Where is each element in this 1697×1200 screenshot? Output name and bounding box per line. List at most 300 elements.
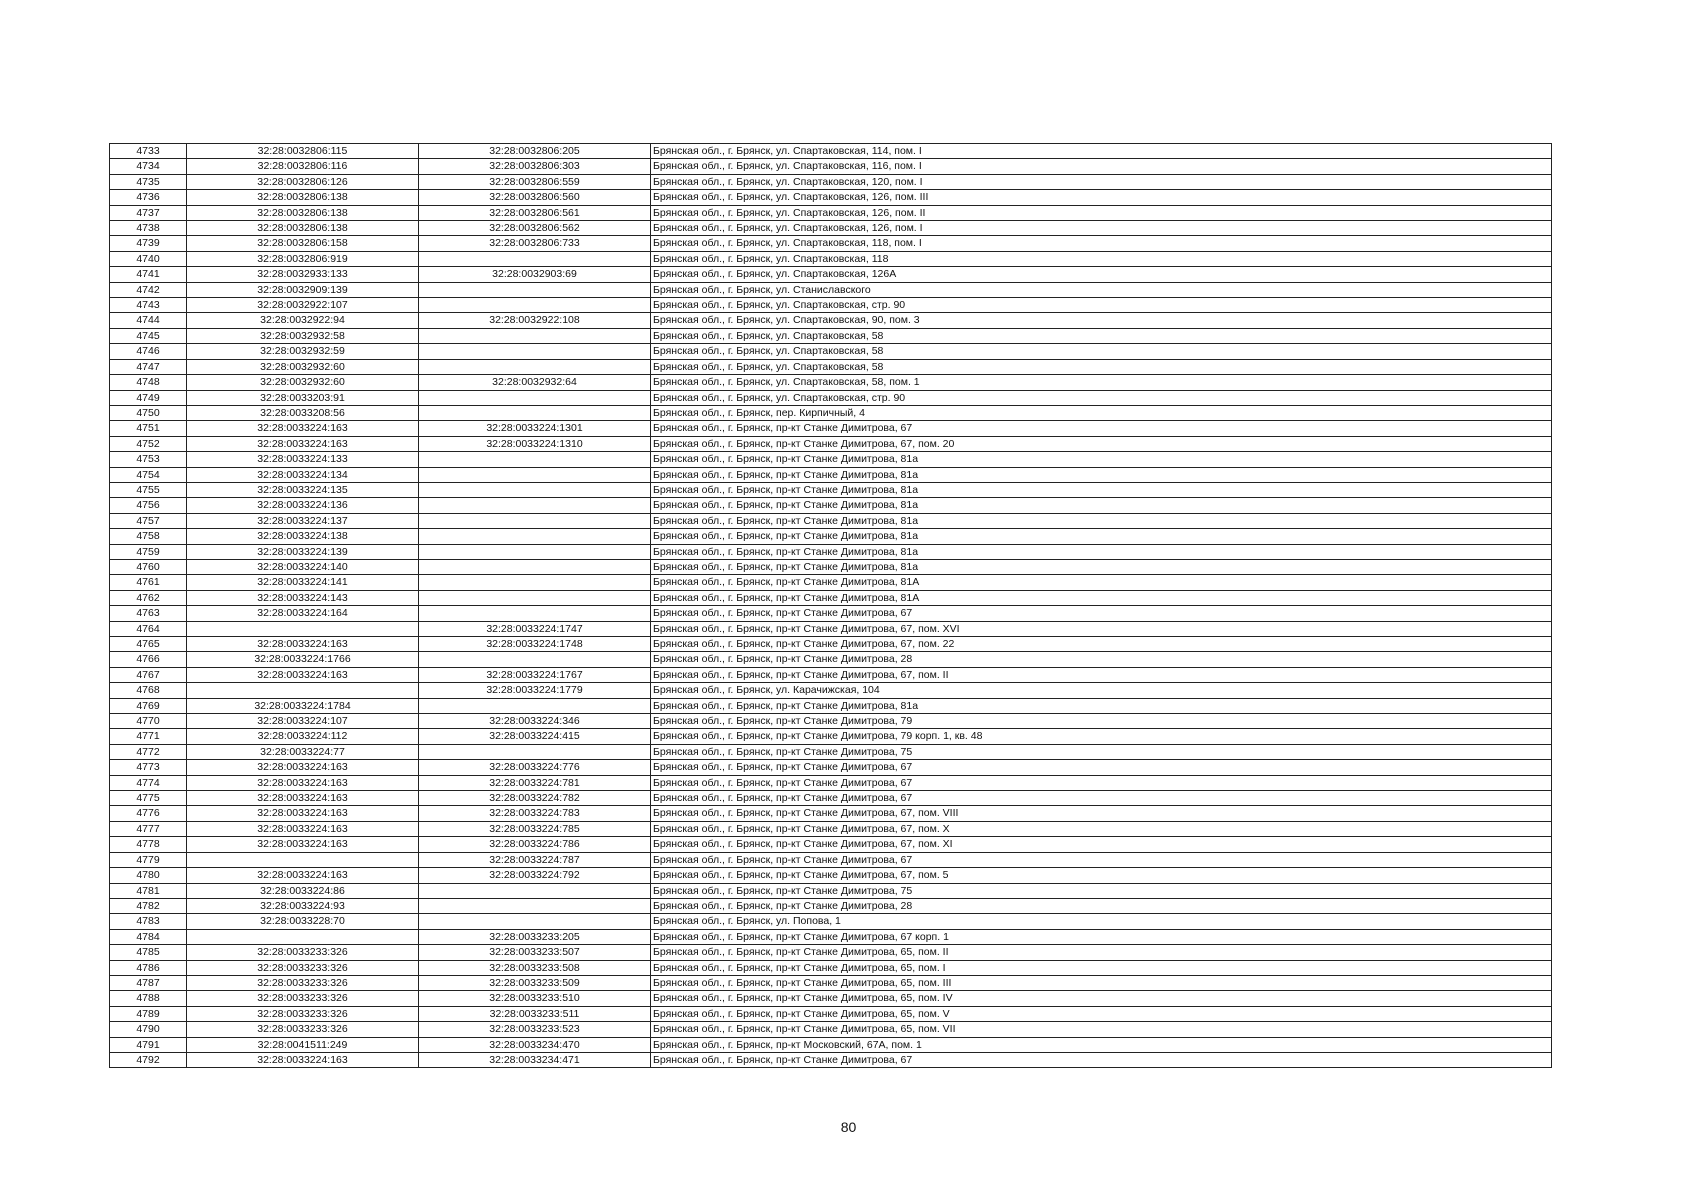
land-cadastral-number-cell: 32:28:0033224:163: [187, 806, 419, 821]
land-cadastral-number-cell: [187, 852, 419, 867]
table-row: [110, 559, 1552, 574]
table-row: [110, 683, 1552, 698]
object-cadastral-number-cell: 32:28:0033224:776: [419, 760, 651, 775]
row-number-cell: 4759: [110, 544, 187, 559]
address-cell: Брянская обл., г. Брянск, пр-кт Станке Димитрова, 81а: [651, 559, 1552, 574]
row-number-cell: 4775: [110, 791, 187, 806]
land-cadastral-number-cell: 32:28:0032806:919: [187, 251, 419, 266]
land-cadastral-number-cell: 32:28:0033224:163: [187, 667, 419, 682]
address-cell: Брянская обл., г. Брянск, пр-кт Станке Димитрова, 67, пом. 20: [651, 436, 1552, 451]
object-cadastral-number-cell: 32:28:0032806:562: [419, 221, 651, 236]
land-cadastral-number-cell: 32:28:0033224:107: [187, 714, 419, 729]
row-number-cell: 4761: [110, 575, 187, 590]
table-row: [110, 652, 1552, 667]
table-row: [110, 513, 1552, 528]
page-number: 80: [840, 1119, 857, 1135]
row-number-cell: 4756: [110, 498, 187, 513]
row-number-cell: 4780: [110, 868, 187, 883]
table-row: [110, 375, 1552, 390]
row-number-cell: 4734: [110, 159, 187, 174]
table-row: [110, 467, 1552, 482]
object-cadastral-number-cell: 32:28:0032806:205: [419, 144, 651, 159]
object-cadastral-number-cell: [419, 452, 651, 467]
object-cadastral-number-cell: [419, 405, 651, 420]
row-number-cell: 4769: [110, 698, 187, 713]
land-cadastral-number-cell: 32:28:0033224:163: [187, 868, 419, 883]
object-cadastral-number-cell: [419, 482, 651, 497]
land-cadastral-number-cell: 32:28:0033224:134: [187, 467, 419, 482]
address-cell: Брянская обл., г. Брянск, ул. Спартаковская, 58: [651, 359, 1552, 374]
object-cadastral-number-cell: 32:28:0033224:785: [419, 821, 651, 836]
object-cadastral-number-cell: [419, 513, 651, 528]
land-cadastral-number-cell: 32:28:0033224:77: [187, 744, 419, 759]
land-cadastral-number-cell: 32:28:0033224:138: [187, 529, 419, 544]
object-cadastral-number-cell: [419, 251, 651, 266]
table-row: [110, 868, 1552, 883]
table-row: [110, 775, 1552, 790]
row-number-cell: 4786: [110, 960, 187, 975]
land-cadastral-number-cell: 32:28:0033224:93: [187, 898, 419, 913]
object-cadastral-number-cell: [419, 390, 651, 405]
table-row: [110, 637, 1552, 652]
land-cadastral-number-cell: 32:28:0032932:60: [187, 375, 419, 390]
address-cell: Брянская обл., г. Брянск, ул. Спартаковская, 126, пом. II: [651, 205, 1552, 220]
land-cadastral-number-cell: 32:28:0032806:116: [187, 159, 419, 174]
object-cadastral-number-cell: 32:28:0033233:509: [419, 975, 651, 990]
address-cell: Брянская обл., г. Брянск, ул. Спартаковская, 118: [651, 251, 1552, 266]
row-number-cell: 4733: [110, 144, 187, 159]
address-cell: Брянская обл., г. Брянск, пр-кт Станке Димитрова, 81а: [651, 452, 1552, 467]
land-cadastral-number-cell: 32:28:0033224:164: [187, 606, 419, 621]
table-row: [110, 344, 1552, 359]
address-cell: Брянская обл., г. Брянск, ул. Спартаковская, 114, пом. I: [651, 144, 1552, 159]
row-number-cell: 4753: [110, 452, 187, 467]
row-number-cell: 4765: [110, 637, 187, 652]
table-row: [110, 1022, 1552, 1037]
land-cadastral-number-cell: 32:28:0033233:326: [187, 960, 419, 975]
row-number-cell: 4747: [110, 359, 187, 374]
address-cell: Брянская обл., г. Брянск, ул. Спартаковская, 58, пом. 1: [651, 375, 1552, 390]
land-cadastral-number-cell: 32:28:0033224:163: [187, 421, 419, 436]
address-cell: Брянская обл., г. Брянск, пр-кт Станке Димитрова, 67: [651, 852, 1552, 867]
object-cadastral-number-cell: [419, 498, 651, 513]
row-number-cell: 4788: [110, 991, 187, 1006]
object-cadastral-number-cell: 32:28:0033234:470: [419, 1037, 651, 1052]
land-cadastral-number-cell: 32:28:0032806:138: [187, 190, 419, 205]
object-cadastral-number-cell: 32:28:0033233:511: [419, 1006, 651, 1021]
address-cell: Брянская обл., г. Брянск, ул. Спартаковская, 118, пом. I: [651, 236, 1552, 251]
table-row: [110, 298, 1552, 313]
object-cadastral-number-cell: [419, 590, 651, 605]
table-row: [110, 714, 1552, 729]
object-cadastral-number-cell: 32:28:0033233:507: [419, 945, 651, 960]
object-cadastral-number-cell: [419, 575, 651, 590]
table-row: [110, 806, 1552, 821]
table-row: [110, 1006, 1552, 1021]
table-row: [110, 159, 1552, 174]
land-cadastral-number-cell: 32:28:0033224:163: [187, 637, 419, 652]
table-row: [110, 390, 1552, 405]
row-number-cell: 4742: [110, 282, 187, 297]
table-row: [110, 898, 1552, 913]
address-cell: Брянская обл., г. Брянск, ул. Попова, 1: [651, 914, 1552, 929]
table-row: [110, 328, 1552, 343]
address-cell: Брянская обл., г. Брянск, ул. Спартаковская, 126, пом. III: [651, 190, 1552, 205]
land-cadastral-number-cell: 32:28:0033224:163: [187, 791, 419, 806]
row-number-cell: 4787: [110, 975, 187, 990]
object-cadastral-number-cell: 32:28:0032932:64: [419, 375, 651, 390]
address-cell: Брянская обл., г. Брянск, пр-кт Станке Димитрова, 28: [651, 652, 1552, 667]
object-cadastral-number-cell: 32:28:0032806:560: [419, 190, 651, 205]
land-cadastral-number-cell: 32:28:0033233:326: [187, 975, 419, 990]
land-cadastral-number-cell: 32:28:0033224:112: [187, 729, 419, 744]
row-number-cell: 4772: [110, 744, 187, 759]
table-row: [110, 1037, 1552, 1052]
object-cadastral-number-cell: 32:28:0033224:1779: [419, 683, 651, 698]
row-number-cell: 4758: [110, 529, 187, 544]
address-cell: Брянская обл., г. Брянск, пр-кт Станке Димитрова, 81А: [651, 575, 1552, 590]
address-cell: Брянская обл., г. Брянск, пр-кт Станке Димитрова, 65, пом. IV: [651, 991, 1552, 1006]
land-cadastral-number-cell: 32:28:0033233:326: [187, 945, 419, 960]
table-row: [110, 359, 1552, 374]
object-cadastral-number-cell: 32:28:0032922:108: [419, 313, 651, 328]
address-cell: Брянская обл., г. Брянск, пр-кт Станке Димитрова, 67: [651, 760, 1552, 775]
land-cadastral-number-cell: 32:28:0032806:115: [187, 144, 419, 159]
registry-table: [109, 143, 1552, 1068]
row-number-cell: 4741: [110, 267, 187, 282]
table-row: [110, 436, 1552, 451]
table-row: [110, 498, 1552, 513]
land-cadastral-number-cell: 32:28:0033224:163: [187, 821, 419, 836]
table-row: [110, 174, 1552, 189]
table-row: [110, 760, 1552, 775]
address-cell: Брянская обл., г. Брянск, пр-кт Станке Димитрова, 65, пом. II: [651, 945, 1552, 960]
row-number-cell: 4784: [110, 929, 187, 944]
row-number-cell: 4763: [110, 606, 187, 621]
table-row: [110, 929, 1552, 944]
object-cadastral-number-cell: [419, 914, 651, 929]
land-cadastral-number-cell: 32:28:0033224:163: [187, 436, 419, 451]
table-row: [110, 205, 1552, 220]
land-cadastral-number-cell: [187, 929, 419, 944]
object-cadastral-number-cell: 32:28:0032806:303: [419, 159, 651, 174]
address-cell: Брянская обл., г. Брянск, пр-кт Станке Димитрова, 67, пом. VIII: [651, 806, 1552, 821]
row-number-cell: 4771: [110, 729, 187, 744]
address-cell: Брянская обл., г. Брянск, ул. Спартаковская, стр. 90: [651, 390, 1552, 405]
row-number-cell: 4785: [110, 945, 187, 960]
table-row: [110, 852, 1552, 867]
object-cadastral-number-cell: [419, 744, 651, 759]
row-number-cell: 4749: [110, 390, 187, 405]
land-cadastral-number-cell: 32:28:0033224:140: [187, 559, 419, 574]
object-cadastral-number-cell: [419, 883, 651, 898]
row-number-cell: 4760: [110, 559, 187, 574]
table-row: [110, 791, 1552, 806]
address-cell: Брянская обл., г. Брянск, пр-кт Станке Димитрова, 28: [651, 898, 1552, 913]
land-cadastral-number-cell: 32:28:0032922:94: [187, 313, 419, 328]
land-cadastral-number-cell: 32:28:0033233:326: [187, 1022, 419, 1037]
land-cadastral-number-cell: 32:28:0032933:133: [187, 267, 419, 282]
object-cadastral-number-cell: [419, 467, 651, 482]
table-row: [110, 313, 1552, 328]
object-cadastral-number-cell: 32:28:0033224:783: [419, 806, 651, 821]
land-cadastral-number-cell: 32:28:0033224:136: [187, 498, 419, 513]
land-cadastral-number-cell: 32:28:0033233:326: [187, 991, 419, 1006]
address-cell: Брянская обл., г. Брянск, пр-кт Станке Димитрова, 67, пом. II: [651, 667, 1552, 682]
object-cadastral-number-cell: 32:28:0032903:69: [419, 267, 651, 282]
object-cadastral-number-cell: [419, 344, 651, 359]
address-cell: Брянская обл., г. Брянск, пр-кт Станке Димитрова, 67, пом. 22: [651, 637, 1552, 652]
table-row: [110, 975, 1552, 990]
address-cell: Брянская обл., г. Брянск, пр-кт Станке Димитрова, 81а: [651, 529, 1552, 544]
address-cell: Брянская обл., г. Брянск, пр-кт Станке Димитрова, 75: [651, 744, 1552, 759]
row-number-cell: 4767: [110, 667, 187, 682]
address-cell: Брянская обл., г. Брянск, пр-кт Станке Димитрова, 79: [651, 714, 1552, 729]
row-number-cell: 4768: [110, 683, 187, 698]
land-cadastral-number-cell: 32:28:0032806:126: [187, 174, 419, 189]
row-number-cell: 4743: [110, 298, 187, 313]
address-cell: Брянская обл., г. Брянск, пр-кт Станке Димитрова, 67: [651, 1052, 1552, 1067]
registry-table-body: [110, 144, 1552, 1068]
table-row: [110, 729, 1552, 744]
row-number-cell: 4738: [110, 221, 187, 236]
row-number-cell: 4750: [110, 405, 187, 420]
object-cadastral-number-cell: 32:28:0033224:1748: [419, 637, 651, 652]
object-cadastral-number-cell: 32:28:0033233:523: [419, 1022, 651, 1037]
row-number-cell: 4779: [110, 852, 187, 867]
address-cell: Брянская обл., г. Брянск, пр-кт Станке Димитрова, 67: [651, 775, 1552, 790]
table-row: [110, 883, 1552, 898]
object-cadastral-number-cell: 32:28:0033224:415: [419, 729, 651, 744]
address-cell: Брянская обл., г. Брянск, пр-кт Станке Димитрова, 81а: [651, 467, 1552, 482]
address-cell: Брянская обл., г. Брянск, ул. Спартаковская, 90, пом. 3: [651, 313, 1552, 328]
object-cadastral-number-cell: [419, 298, 651, 313]
land-cadastral-number-cell: 32:28:0033224:133: [187, 452, 419, 467]
object-cadastral-number-cell: 32:28:0033224:1767: [419, 667, 651, 682]
land-cadastral-number-cell: 32:28:0033224:163: [187, 775, 419, 790]
row-number-cell: 4791: [110, 1037, 187, 1052]
address-cell: Брянская обл., г. Брянск, пр-кт Станке Димитрова, 67, пом. XI: [651, 837, 1552, 852]
table-row: [110, 482, 1552, 497]
address-cell: Брянская обл., г. Брянск, пр-кт Станке Димитрова, 67: [651, 606, 1552, 621]
address-cell: Брянская обл., г. Брянск, ул. Спартаковская, стр. 90: [651, 298, 1552, 313]
table-row: [110, 821, 1552, 836]
land-cadastral-number-cell: [187, 683, 419, 698]
table-row: [110, 452, 1552, 467]
address-cell: Брянская обл., г. Брянск, пр-кт Станке Димитрова, 81а: [651, 482, 1552, 497]
address-cell: Брянская обл., г. Брянск, ул. Спартаковская, 126А: [651, 267, 1552, 282]
table-row: [110, 529, 1552, 544]
row-number-cell: 4777: [110, 821, 187, 836]
address-cell: Брянская обл., г. Брянск, пр-кт Станке Димитрова, 81А: [651, 590, 1552, 605]
address-cell: Брянская обл., г. Брянск, ул. Станиславского: [651, 282, 1552, 297]
address-cell: Брянская обл., г. Брянск, пр-кт Станке Димитрова, 65, пом. I: [651, 960, 1552, 975]
row-number-cell: 4751: [110, 421, 187, 436]
table-row: [110, 914, 1552, 929]
land-cadastral-number-cell: 32:28:0033208:56: [187, 405, 419, 420]
land-cadastral-number-cell: 32:28:0033224:143: [187, 590, 419, 605]
object-cadastral-number-cell: [419, 359, 651, 374]
address-cell: Брянская обл., г. Брянск, пр-кт Станке Димитрова, 65, пом. VII: [651, 1022, 1552, 1037]
object-cadastral-number-cell: [419, 606, 651, 621]
row-number-cell: 4737: [110, 205, 187, 220]
object-cadastral-number-cell: 32:28:0033224:1301: [419, 421, 651, 436]
address-cell: Брянская обл., г. Брянск, пр-кт Станке Димитрова, 67, пом. XVI: [651, 621, 1552, 636]
land-cadastral-number-cell: 32:28:0033224:163: [187, 1052, 419, 1067]
row-number-cell: 4748: [110, 375, 187, 390]
object-cadastral-number-cell: 32:28:0032806:559: [419, 174, 651, 189]
object-cadastral-number-cell: 32:28:0033233:508: [419, 960, 651, 975]
land-cadastral-number-cell: 32:28:0033224:163: [187, 837, 419, 852]
address-cell: Брянская обл., г. Брянск, пр-кт Станке Димитрова, 65, пом. III: [651, 975, 1552, 990]
address-cell: Брянская обл., г. Брянск, пр-кт Станке Димитрова, 81а: [651, 498, 1552, 513]
address-cell: Брянская обл., г. Брянск, пр-кт Станке Димитрова, 81а: [651, 544, 1552, 559]
table-row: [110, 1052, 1552, 1067]
object-cadastral-number-cell: [419, 328, 651, 343]
row-number-cell: 4736: [110, 190, 187, 205]
table-row: [110, 575, 1552, 590]
table-row: [110, 190, 1552, 205]
address-cell: Брянская обл., г. Брянск, пр-кт Станке Димитрова, 67, пом. 5: [651, 868, 1552, 883]
table-row: [110, 282, 1552, 297]
table-row: [110, 621, 1552, 636]
row-number-cell: 4766: [110, 652, 187, 667]
object-cadastral-number-cell: [419, 652, 651, 667]
table-row: [110, 405, 1552, 420]
land-cadastral-number-cell: 32:28:0033228:70: [187, 914, 419, 929]
address-cell: Брянская обл., г. Брянск, пр-кт Станке Димитрова, 67 корп. 1: [651, 929, 1552, 944]
land-cadastral-number-cell: 32:28:0033224:1784: [187, 698, 419, 713]
land-cadastral-number-cell: 32:28:0032922:107: [187, 298, 419, 313]
address-cell: Брянская обл., г. Брянск, ул. Спартаковская, 58: [651, 328, 1552, 343]
row-number-cell: 4792: [110, 1052, 187, 1067]
table-row: [110, 744, 1552, 759]
object-cadastral-number-cell: 32:28:0032806:561: [419, 205, 651, 220]
row-number-cell: 4762: [110, 590, 187, 605]
row-number-cell: 4789: [110, 1006, 187, 1021]
table-row: [110, 606, 1552, 621]
land-cadastral-number-cell: 32:28:0033224:86: [187, 883, 419, 898]
land-cadastral-number-cell: 32:28:0032909:139: [187, 282, 419, 297]
address-cell: Брянская обл., г. Брянск, пр-кт Станке Димитрова, 79 корп. 1, кв. 48: [651, 729, 1552, 744]
table-row: [110, 991, 1552, 1006]
row-number-cell: 4782: [110, 898, 187, 913]
land-cadastral-number-cell: 32:28:0032806:158: [187, 236, 419, 251]
object-cadastral-number-cell: [419, 559, 651, 574]
object-cadastral-number-cell: 32:28:0033224:786: [419, 837, 651, 852]
land-cadastral-number-cell: 32:28:0032932:60: [187, 359, 419, 374]
table-row: [110, 960, 1552, 975]
land-cadastral-number-cell: 32:28:0033224:1766: [187, 652, 419, 667]
table-row: [110, 945, 1552, 960]
table-row: [110, 144, 1552, 159]
table-row: [110, 698, 1552, 713]
document-sheet: [109, 143, 1552, 1068]
object-cadastral-number-cell: 32:28:0033233:205: [419, 929, 651, 944]
land-cadastral-number-cell: 32:28:0033224:137: [187, 513, 419, 528]
object-cadastral-number-cell: [419, 544, 651, 559]
land-cadastral-number-cell: [187, 621, 419, 636]
object-cadastral-number-cell: [419, 698, 651, 713]
row-number-cell: 4739: [110, 236, 187, 251]
address-cell: Брянская обл., г. Брянск, пр-кт Станке Димитрова, 75: [651, 883, 1552, 898]
object-cadastral-number-cell: 32:28:0033224:1747: [419, 621, 651, 636]
address-cell: Брянская обл., г. Брянск, пер. Кирпичный, 4: [651, 405, 1552, 420]
address-cell: Брянская обл., г. Брянск, пр-кт Станке Димитрова, 67: [651, 791, 1552, 806]
address-cell: Брянская обл., г. Брянск, ул. Спартаковская, 126, пом. I: [651, 221, 1552, 236]
table-row: [110, 236, 1552, 251]
address-cell: Брянская обл., г. Брянск, пр-кт Станке Димитрова, 67: [651, 421, 1552, 436]
object-cadastral-number-cell: 32:28:0033224:787: [419, 852, 651, 867]
address-cell: Брянская обл., г. Брянск, пр-кт Станке Димитрова, 81а: [651, 698, 1552, 713]
address-cell: Брянская обл., г. Брянск, пр-кт Московский, 67А, пом. 1: [651, 1037, 1552, 1052]
row-number-cell: 4735: [110, 174, 187, 189]
object-cadastral-number-cell: [419, 529, 651, 544]
land-cadastral-number-cell: 32:28:0033224:139: [187, 544, 419, 559]
land-cadastral-number-cell: 32:28:0032932:58: [187, 328, 419, 343]
object-cadastral-number-cell: 32:28:0033224:1310: [419, 436, 651, 451]
land-cadastral-number-cell: 32:28:0033224:135: [187, 482, 419, 497]
land-cadastral-number-cell: 32:28:0033224:141: [187, 575, 419, 590]
table-row: [110, 667, 1552, 682]
row-number-cell: 4745: [110, 328, 187, 343]
land-cadastral-number-cell: 32:28:0032806:138: [187, 221, 419, 236]
land-cadastral-number-cell: 32:28:0032806:138: [187, 205, 419, 220]
land-cadastral-number-cell: 32:28:0032932:59: [187, 344, 419, 359]
row-number-cell: 4770: [110, 714, 187, 729]
land-cadastral-number-cell: 32:28:0033203:91: [187, 390, 419, 405]
row-number-cell: 4774: [110, 775, 187, 790]
object-cadastral-number-cell: 32:28:0033224:782: [419, 791, 651, 806]
table-row: [110, 837, 1552, 852]
row-number-cell: 4776: [110, 806, 187, 821]
address-cell: Брянская обл., г. Брянск, пр-кт Станке Димитрова, 67, пом. X: [651, 821, 1552, 836]
row-number-cell: 4790: [110, 1022, 187, 1037]
land-cadastral-number-cell: 32:28:0033233:326: [187, 1006, 419, 1021]
land-cadastral-number-cell: 32:28:0041511:249: [187, 1037, 419, 1052]
object-cadastral-number-cell: 32:28:0033224:792: [419, 868, 651, 883]
object-cadastral-number-cell: 32:28:0033224:346: [419, 714, 651, 729]
object-cadastral-number-cell: 32:28:0033234:471: [419, 1052, 651, 1067]
row-number-cell: 4781: [110, 883, 187, 898]
table-row: [110, 221, 1552, 236]
object-cadastral-number-cell: 32:28:0033224:781: [419, 775, 651, 790]
address-cell: Брянская обл., г. Брянск, ул. Карачижская, 104: [651, 683, 1552, 698]
address-cell: Брянская обл., г. Брянск, пр-кт Станке Димитрова, 81а: [651, 513, 1552, 528]
row-number-cell: 4755: [110, 482, 187, 497]
table-row: [110, 251, 1552, 266]
row-number-cell: 4746: [110, 344, 187, 359]
row-number-cell: 4754: [110, 467, 187, 482]
address-cell: Брянская обл., г. Брянск, пр-кт Станке Димитрова, 65, пом. V: [651, 1006, 1552, 1021]
row-number-cell: 4757: [110, 513, 187, 528]
object-cadastral-number-cell: 32:28:0032806:733: [419, 236, 651, 251]
table-row: [110, 544, 1552, 559]
object-cadastral-number-cell: [419, 282, 651, 297]
object-cadastral-number-cell: 32:28:0033233:510: [419, 991, 651, 1006]
row-number-cell: 4778: [110, 837, 187, 852]
row-number-cell: 4740: [110, 251, 187, 266]
row-number-cell: 4783: [110, 914, 187, 929]
land-cadastral-number-cell: 32:28:0033224:163: [187, 760, 419, 775]
address-cell: Брянская обл., г. Брянск, ул. Спартаковская, 120, пом. I: [651, 174, 1552, 189]
row-number-cell: 4773: [110, 760, 187, 775]
address-cell: Брянская обл., г. Брянск, ул. Спартаковская, 58: [651, 344, 1552, 359]
row-number-cell: 4752: [110, 436, 187, 451]
table-row: [110, 267, 1552, 282]
row-number-cell: 4744: [110, 313, 187, 328]
object-cadastral-number-cell: [419, 898, 651, 913]
